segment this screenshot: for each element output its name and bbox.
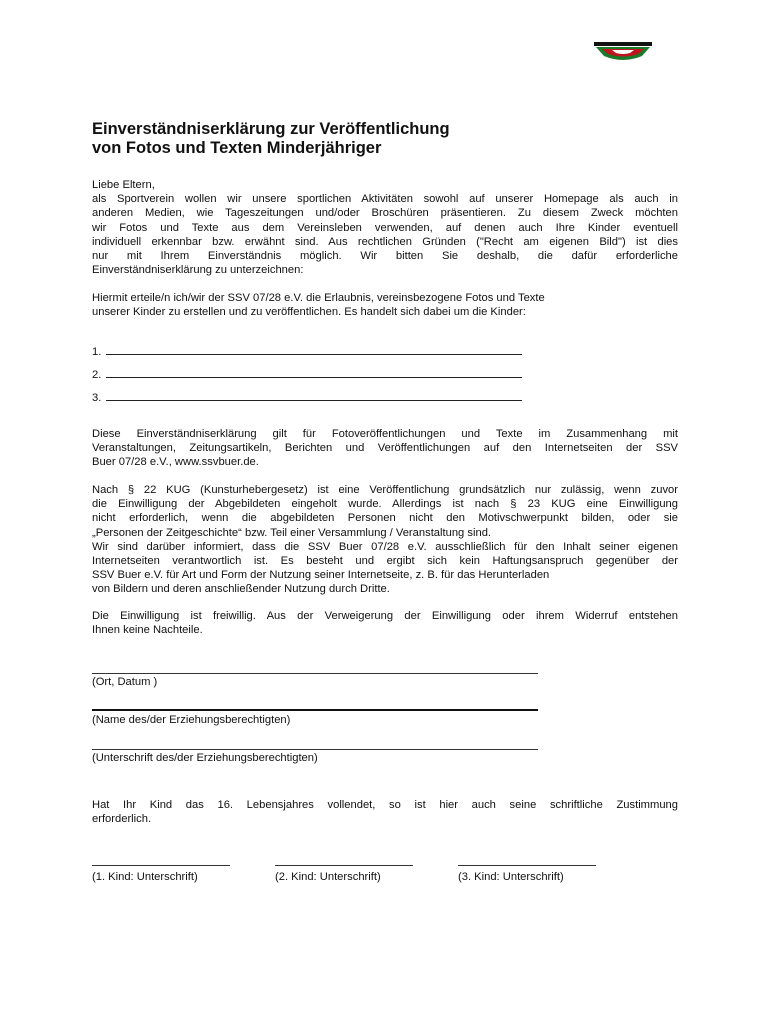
legal-line: „Personen der Zeitgeschichte“ bzw. Teil einer Versammlung / Veranstaltung sind. [92, 526, 492, 539]
title-line-2: von Fotos und Texten Minderjähriger [92, 139, 382, 157]
legal-line: die Einwilligung der Abgebildeten eingeholt wurde. Allerdings ist nach § 23 KUG eine Einwilligung [92, 498, 678, 511]
voluntary-paragraph [92, 609, 678, 637]
child-name-line[interactable] [106, 367, 522, 378]
legal-line: Internetseiten verantwortlich ist. Es besteht und ergibt sich kein Haftungsanspruch gegenüber der [92, 555, 678, 568]
child-name-field-1[interactable] [92, 344, 532, 359]
age-note-line: Hat Ihr Kind das 16. Lebensjahres vollendet, so ist hier auch seine schriftliche Zustimmung [92, 799, 678, 811]
validity-line: Buer 07/28 e.V., www.ssvbuer.de. [92, 456, 259, 469]
kid-signature-line[interactable] [458, 865, 596, 866]
child-name-field-2[interactable] [92, 367, 532, 382]
guardian-signature-line[interactable] [92, 749, 538, 750]
document-title [92, 120, 692, 158]
kid-signature-1 [92, 858, 232, 884]
title-line-1: Einverständniserklärung zur Veröffentlichung [92, 120, 450, 138]
legal-line: Wir sind darüber informiert, dass die SSV Buer 07/28 e.V. ausschließlich für den Inhalt seiner eigenen [92, 540, 678, 553]
place-date-label: (Ort, Datum ) [92, 676, 158, 688]
club-logo-icon [590, 40, 656, 64]
permission-line: Hiermit erteile/n ich/wir der SSV 07/28 e.V. die Erlaubnis, vereinsbezogene Fotos und Texte [92, 292, 545, 304]
legal-paragraph [92, 483, 678, 597]
permission-paragraph [92, 291, 678, 319]
intro-line: Einverständniserklärung zu unterzeichnen: [92, 264, 304, 277]
guardian-name-line[interactable] [92, 709, 538, 711]
child-name-line[interactable] [106, 344, 522, 355]
kid-signature-label: (2. Kind: Unterschrift) [275, 871, 381, 883]
kid-signature-line[interactable] [275, 865, 413, 866]
kid-signature-label: (3. Kind: Unterschrift) [458, 871, 564, 883]
place-date-line[interactable] [92, 673, 538, 674]
age-note-line: erforderlich. [92, 813, 152, 826]
voluntary-line: Die Einwilligung ist freiwillig. Aus der Verweigerung der Einwilligung oder ihrem Widerruf entstehen [92, 610, 678, 622]
child-name-field-3[interactable] [92, 390, 532, 405]
intro-line: Liebe Eltern, [92, 179, 155, 191]
legal-line: Nach § 22 KUG (Kunsturhebergesetz) ist eine Veröffentlichung grundsätzlich nur zulässig, wenn zuvor [92, 484, 678, 496]
kid-signature-2 [275, 858, 415, 884]
legal-line: SSV Buer e.V. für Art und Form der Nutzung seiner Internetseite, z. B. für das Herunterladen [92, 569, 550, 582]
age-note-paragraph [92, 798, 678, 826]
field-number: 1. [92, 346, 102, 358]
intro-line: individuell erkennbar bzw. erwähnt sind. Aus rechtlichen Gründen ("Recht am eigenen Bild") ist dies [92, 235, 678, 248]
validity-line: Diese Einverständniserklärung gilt für Fotoveröffentlichungen und Texte im Zusammenhang mit [92, 428, 678, 440]
intro-line: nur mit Ihrem Einverständnis möglich. Wir bitten Sie deshalb, die dafür erforderliche [92, 250, 678, 263]
intro-line: anderen Medien, wie Tageszeitungen und/oder Broschüren präsentieren. Zu diesem Zweck möchten [92, 207, 678, 220]
guardian-name-label: (Name des/der Erziehungsberechtigten) [92, 714, 291, 726]
guardian-signature-label: (Unterschrift des/der Erziehungsberechtigten) [92, 752, 318, 764]
kid-signature-label: (1. Kind: Unterschrift) [92, 871, 198, 883]
intro-paragraph [92, 178, 678, 277]
child-name-line[interactable] [106, 390, 522, 401]
validity-paragraph [92, 427, 678, 470]
validity-line: Veranstaltungen, Zeitungsartikeln, Berichten und Veröffentlichungen auf den Internetseiten der SSV [92, 442, 678, 455]
legal-line: von Bildern und deren anschließender Nutzung durch Dritte. [92, 583, 390, 596]
kid-signature-3 [458, 858, 598, 884]
field-number: 3. [92, 392, 102, 404]
intro-line: wir Fotos und Texte aus dem Vereinsleben verwenden, auf denen auch Ihre Kinder eventuell [92, 221, 678, 234]
intro-line: als Sportverein wollen wir unsere sportlichen Aktivitäten sowohl auf unserer Homepage als auch in [92, 193, 678, 206]
legal-line: nicht erforderlich, wenn die abgebildeten Personen nicht den Motivschwerpunkt bilden, oder sie [92, 512, 678, 525]
kid-signature-line[interactable] [92, 865, 230, 866]
permission-line: unserer Kinder zu erstellen und zu veröffentlichen. Es handelt sich dabei um die Kinder: [92, 306, 526, 319]
field-number: 2. [92, 369, 102, 381]
voluntary-line: Ihnen keine Nachteile. [92, 624, 203, 637]
